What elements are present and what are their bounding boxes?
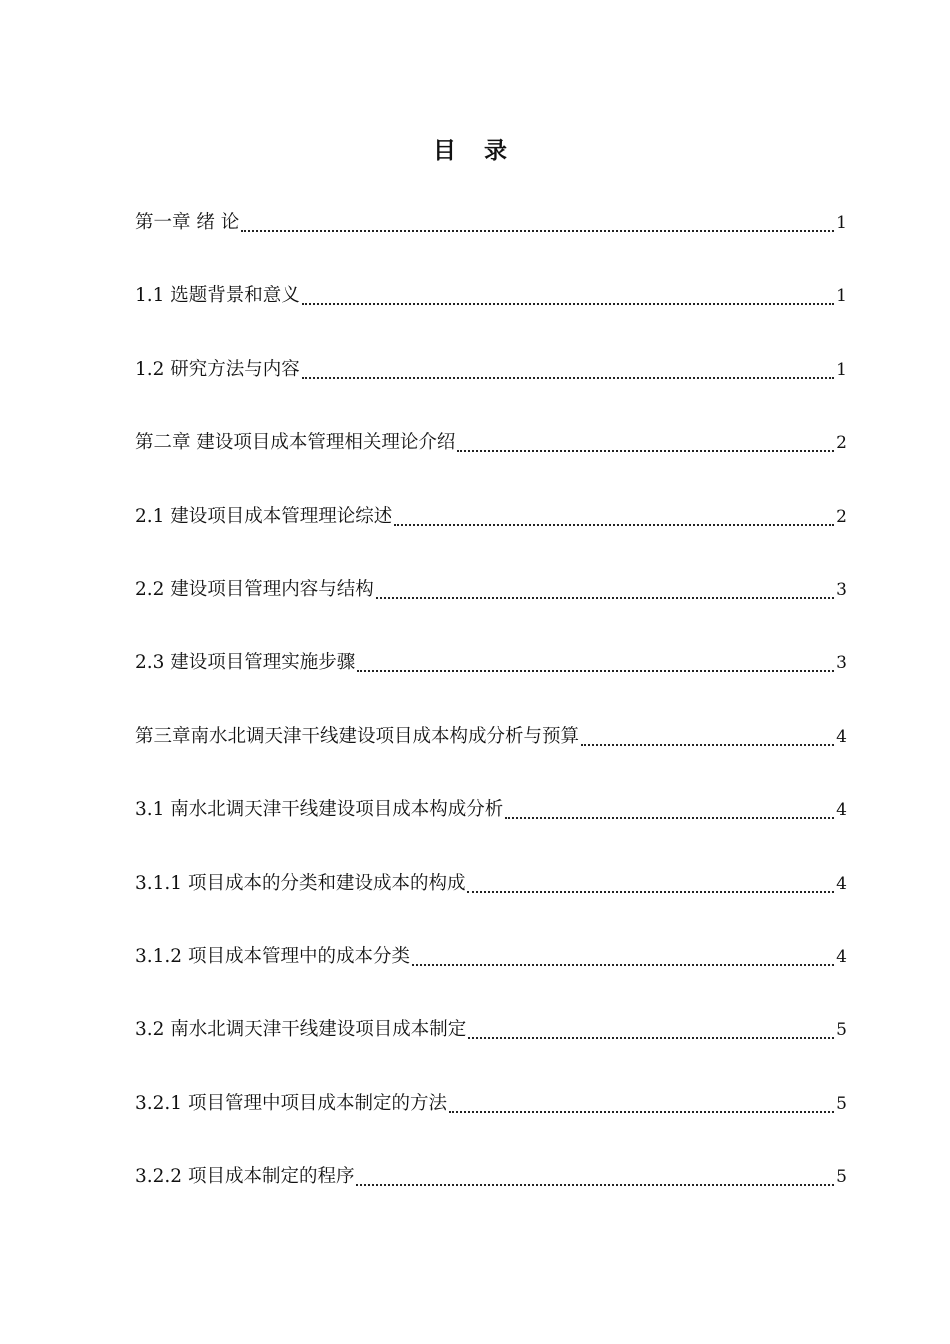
toc-entry-label: 1.1 选题背景和意义 xyxy=(135,285,300,307)
toc-leader-dots xyxy=(468,1036,834,1039)
toc-entry-label: 3.1.1 项目成本的分类和建设成本的构成 xyxy=(135,872,466,894)
toc-title: 目 录 xyxy=(432,137,517,164)
toc-entry[interactable] xyxy=(135,205,847,241)
toc-entry[interactable] xyxy=(135,499,847,535)
toc-leader-dots xyxy=(581,743,834,746)
toc-leader-dots xyxy=(302,376,834,379)
toc-entry-label: 3.2.2 项目成本制定的程序 xyxy=(135,1166,355,1188)
toc-entry-label: 3.1.2 项目成本管理中的成本分类 xyxy=(135,945,410,967)
toc-entry[interactable] xyxy=(135,939,847,975)
toc-page-number: 5 xyxy=(836,1020,847,1041)
toc-leader-dots xyxy=(449,1110,834,1113)
toc-page-number: 2 xyxy=(836,433,847,454)
toc-entry[interactable] xyxy=(135,352,847,388)
toc-entry[interactable] xyxy=(135,1159,847,1195)
toc-entry-label: 3.2.1 项目管理中项目成本制定的方法 xyxy=(135,1092,447,1114)
toc-entry-label: 2.1 建设项目成本管理理论综述 xyxy=(135,505,393,527)
toc-leader-dots xyxy=(505,816,834,819)
toc-page-number: 5 xyxy=(836,1167,847,1188)
toc-page-number: 4 xyxy=(836,946,847,967)
toc-page-number: 2 xyxy=(836,506,847,527)
toc-leader-dots xyxy=(356,1183,834,1186)
toc-entry[interactable] xyxy=(135,425,847,461)
toc-entry[interactable] xyxy=(135,1086,847,1122)
toc-leader-dots xyxy=(302,302,834,305)
toc-entry-label: 3.2 南水北调天津干线建设项目成本制定 xyxy=(135,1019,467,1041)
toc-entry[interactable] xyxy=(135,278,847,314)
toc-page-number: 3 xyxy=(836,579,847,600)
toc-page-number: 1 xyxy=(836,213,847,233)
toc-page-number: 4 xyxy=(836,800,847,821)
toc-page-number: 1 xyxy=(836,359,847,380)
toc-leader-dots xyxy=(467,890,834,893)
toc-entry-label: 第三章南水北调天津干线建设项目成本构成分析与预算 xyxy=(135,725,580,747)
toc-entry-label: 第二章 建设项目成本管理相关理论介绍 xyxy=(135,432,456,454)
toc-entry-label: 1.2 研究方法与内容 xyxy=(135,358,300,380)
toc-page-number: 1 xyxy=(836,286,847,307)
toc-entry-label: 2.2 建设项目管理内容与结构 xyxy=(135,578,374,600)
toc-entry[interactable] xyxy=(135,1012,847,1048)
toc-leader-dots xyxy=(457,449,834,452)
toc-leader-dots xyxy=(241,229,834,232)
table-of-contents xyxy=(135,205,847,1232)
toc-entry-label: 第一章 绪 论 xyxy=(135,212,240,233)
toc-entry-label: 2.3 建设项目管理实施步骤 xyxy=(135,652,356,674)
toc-page-number: 4 xyxy=(836,726,847,747)
toc-entry[interactable] xyxy=(135,572,847,608)
toc-entry[interactable] xyxy=(135,719,847,755)
toc-entry[interactable] xyxy=(135,645,847,681)
toc-leader-dots xyxy=(357,669,834,672)
toc-leader-dots xyxy=(394,523,834,526)
toc-entry-label: 3.1 南水北调天津干线建设项目成本构成分析 xyxy=(135,799,504,821)
toc-page-number: 5 xyxy=(836,1093,847,1114)
toc-entry[interactable] xyxy=(135,792,847,828)
toc-entry[interactable] xyxy=(135,866,847,902)
toc-leader-dots xyxy=(376,596,834,599)
toc-page-number: 4 xyxy=(836,873,847,894)
toc-leader-dots xyxy=(412,963,834,966)
toc-page-number: 3 xyxy=(836,653,847,674)
